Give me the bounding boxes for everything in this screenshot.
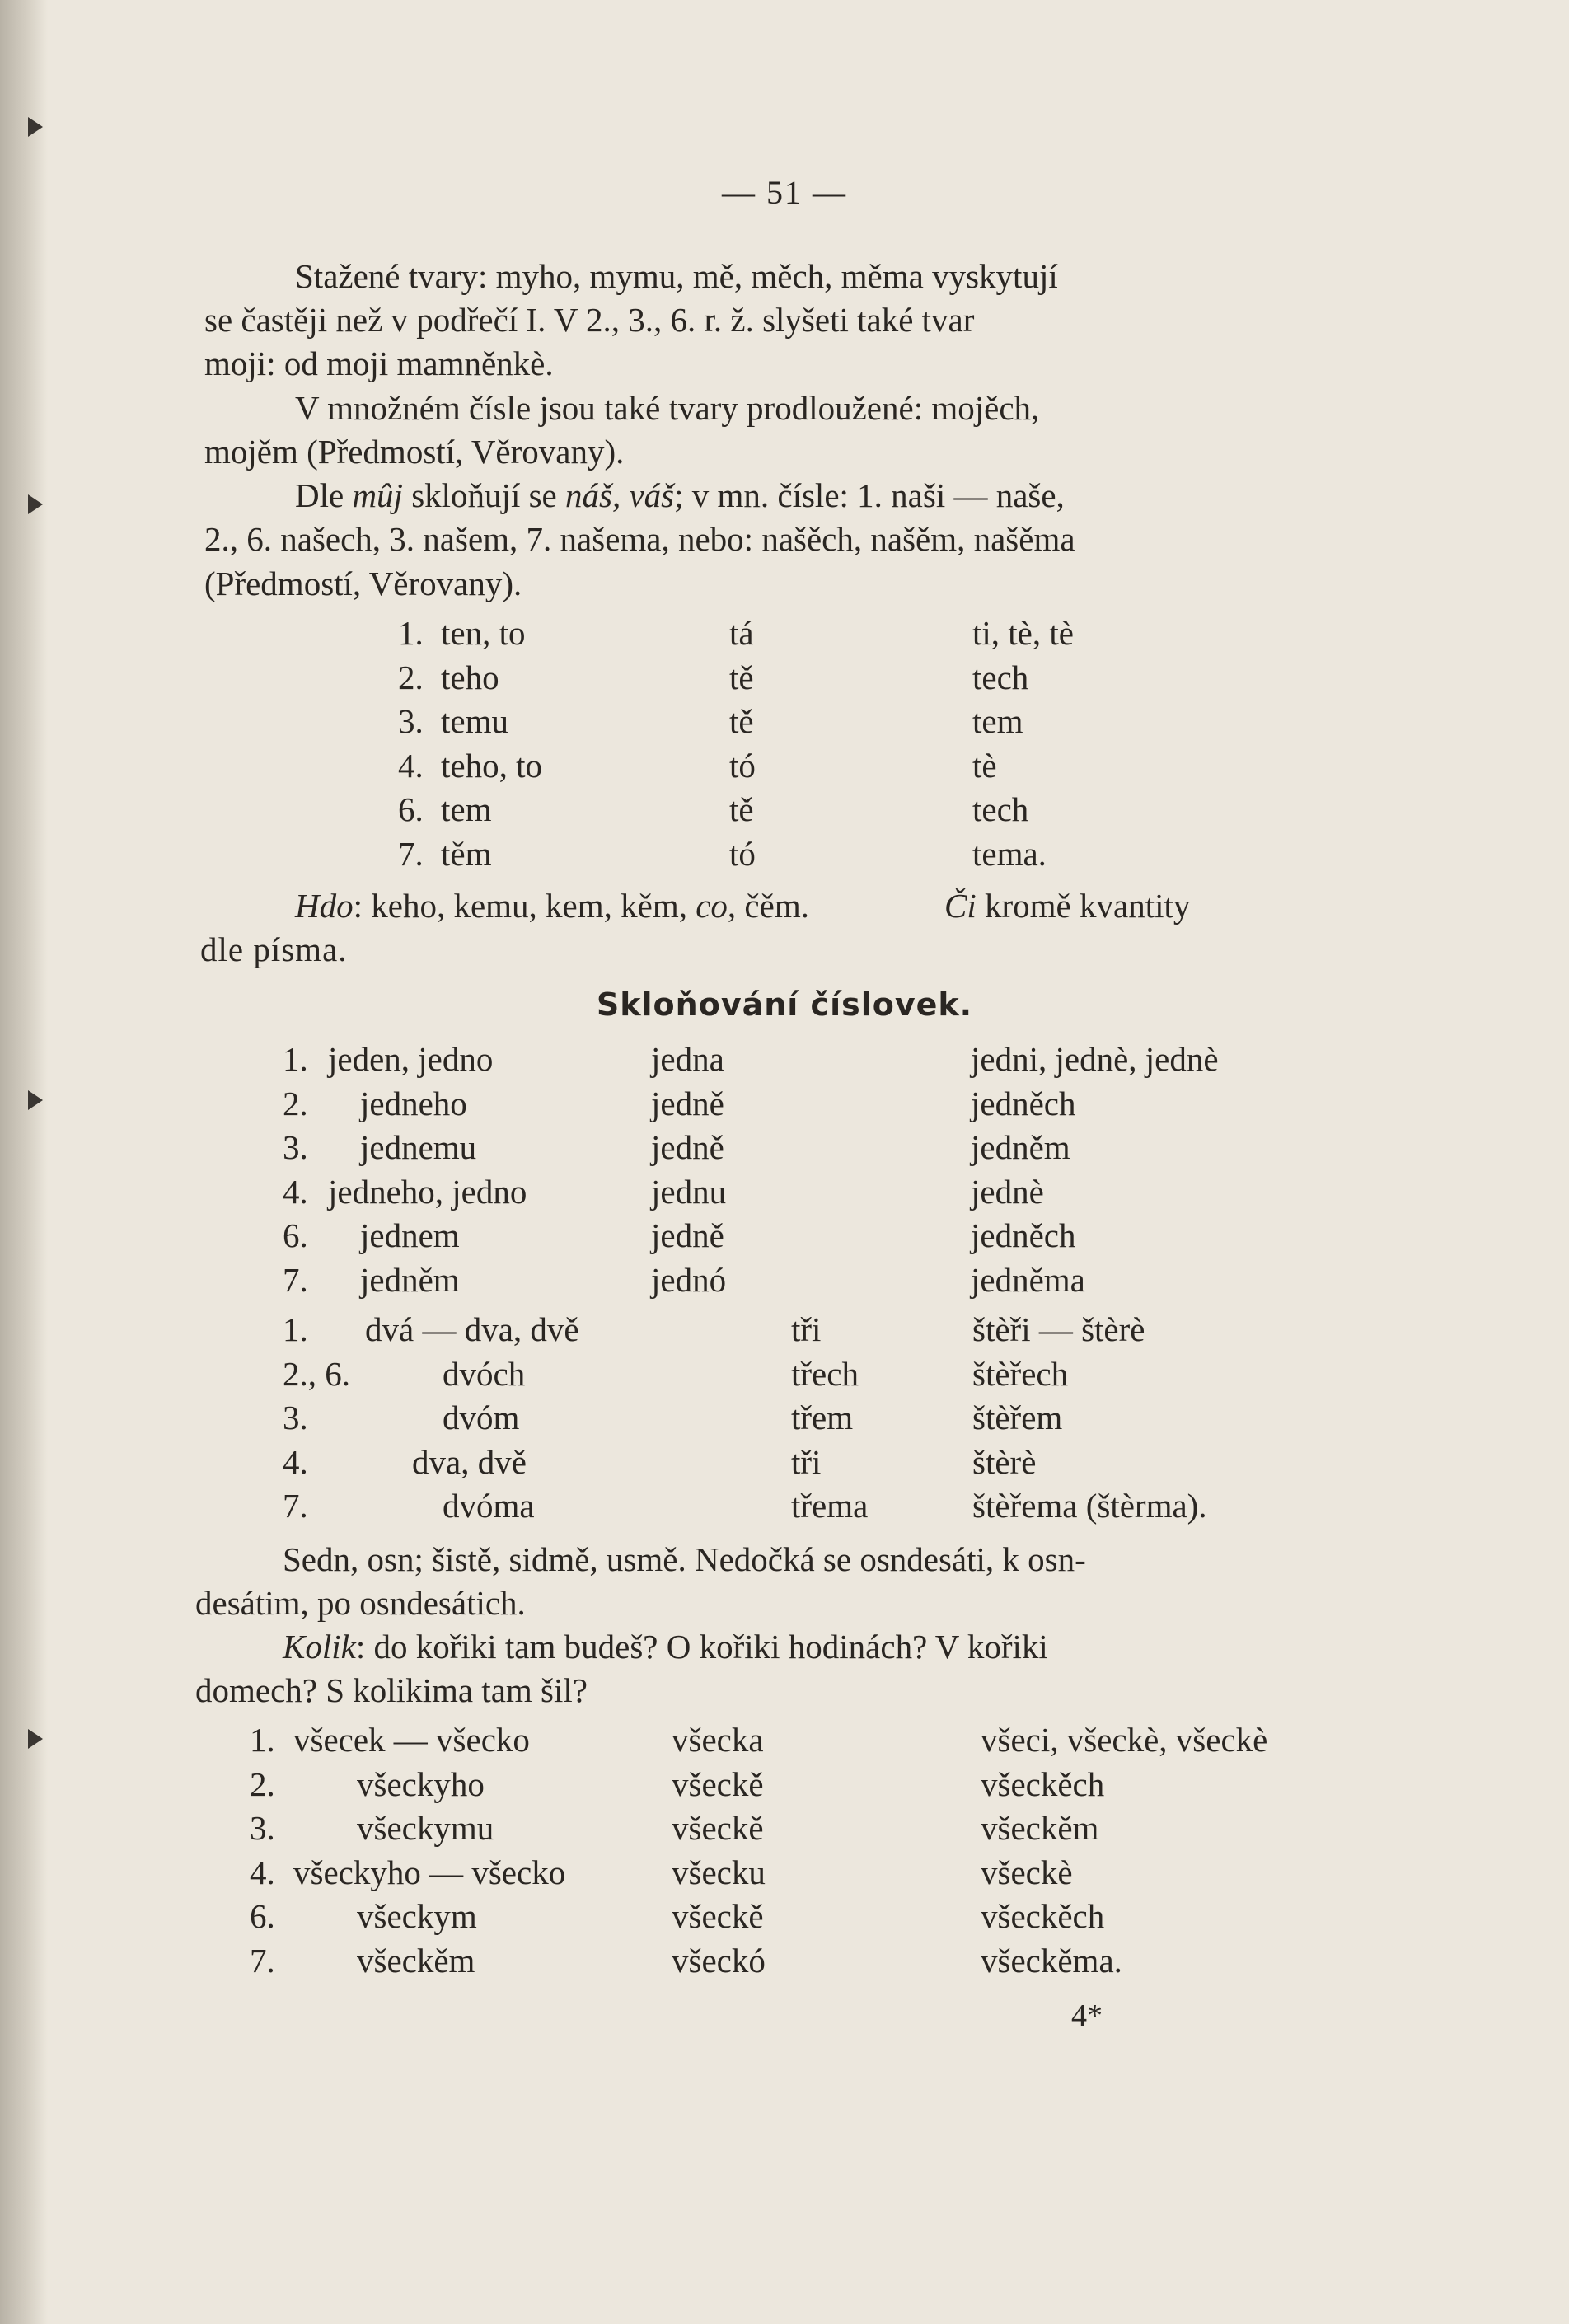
- table-cell-m: tem: [441, 790, 492, 828]
- paragraph-line: desátim, po osndesátich.: [195, 1584, 526, 1622]
- table-cell-num: 1.: [283, 1310, 308, 1348]
- table-cell-f: tá: [729, 614, 754, 652]
- table-cell-num: 4.: [283, 1442, 308, 1481]
- table-cell-pl: všeckè: [981, 1853, 1073, 1891]
- table-cell-b: třema: [791, 1487, 869, 1525]
- paragraph-line: Stažené tvary: myho, mymu, mě, měch, měma vyskytují: [295, 257, 1058, 295]
- margin-arrow-icon: [28, 494, 43, 514]
- table-cell-m: všecek — všecko: [293, 1721, 530, 1759]
- table-cell-pl: jedněma: [971, 1260, 1085, 1299]
- table-cell-pl: ti, tè, tè: [972, 614, 1074, 652]
- paragraph-line: Či kromě kvantity: [944, 887, 1191, 925]
- table-cell-num: 1.: [283, 1040, 308, 1078]
- margin-arrow-icon: [28, 117, 43, 137]
- table-cell-pl: všeckěm: [981, 1809, 1099, 1847]
- table-cell-num: 3.: [283, 1128, 308, 1166]
- table-cell-pl: jednè: [971, 1172, 1044, 1211]
- table-cell-a: dvóma: [443, 1487, 535, 1525]
- table-cell-num: 3.: [250, 1809, 275, 1847]
- table-cell-f: všecku: [672, 1853, 766, 1891]
- paragraph-line: Sedn, osn; šistě, sidmě, usmě. Nedočká se osndesáti, k osn-: [283, 1540, 1086, 1578]
- table-cell-num: 2.: [283, 1084, 308, 1122]
- table-cell-pl: jedni, jednè, jednè: [971, 1040, 1219, 1078]
- table-cell-f: jedna: [651, 1040, 724, 1078]
- table-cell-f: všeckě: [672, 1764, 764, 1803]
- table-cell-m: teho: [441, 658, 499, 696]
- table-cell-m: všeckym: [357, 1897, 477, 1935]
- table-cell-c: štèři — štèrè: [972, 1310, 1145, 1348]
- table-cell-pl: všeci, všeckè, všeckè: [981, 1721, 1268, 1759]
- paragraph-line: V množném čísle jsou také tvary prodloužené: mojěch,: [295, 389, 1040, 427]
- section-heading: Skloňování číslovek.: [596, 986, 973, 1023]
- table-cell-f: všeckě: [672, 1809, 764, 1847]
- table-cell-b: tři: [791, 1310, 822, 1348]
- table-cell-pl: všeckěma.: [981, 1941, 1122, 1980]
- table-cell-m: jedneho, jedno: [328, 1172, 527, 1211]
- table-cell-m: všeckěm: [357, 1941, 475, 1980]
- table-cell-f: jedně: [651, 1216, 724, 1254]
- table-cell-c: štèřem: [972, 1399, 1063, 1436]
- table-cell-m: všeckyho: [357, 1764, 485, 1803]
- table-cell-pl: tem: [972, 702, 1023, 740]
- table-cell-f: jedně: [651, 1128, 724, 1166]
- table-cell-num: 1.: [398, 614, 424, 652]
- paragraph-line: moji: od moji mamněnkè.: [204, 344, 554, 382]
- table-cell-num: 1.: [250, 1721, 275, 1759]
- table-cell-pl: tech: [972, 790, 1029, 828]
- table-cell-num: 4.: [250, 1853, 275, 1891]
- table-cell-f: jednó: [651, 1260, 727, 1299]
- paragraph-line: mojěm (Předmostí, Věrovany).: [204, 433, 625, 471]
- table-cell-m: jednemu: [360, 1128, 477, 1166]
- table-cell-num: 6.: [283, 1216, 308, 1254]
- table-cell-a: dvóch: [443, 1354, 526, 1393]
- table-cell-c: štèřech: [972, 1354, 1069, 1393]
- signature-mark: 4*: [1071, 1998, 1103, 2033]
- table-cell-f: tó: [729, 834, 756, 873]
- table-cell-f: tě: [729, 790, 754, 828]
- table-cell-f: všecka: [672, 1721, 764, 1759]
- table-cell-f: tó: [729, 746, 756, 785]
- table-cell-b: třem: [791, 1399, 854, 1436]
- paragraph-line: Kolik: do kořiki tam budeš? O kořiki hodinách? V kořiki: [283, 1628, 1048, 1666]
- table-cell-pl: jedněch: [971, 1216, 1076, 1254]
- table-cell-f: jedně: [651, 1084, 724, 1122]
- table-cell-num: 3.: [398, 702, 424, 740]
- table-cell-pl: jedněm: [971, 1128, 1070, 1166]
- table-cell-num: 7.: [283, 1487, 308, 1525]
- table-cell-c: štèrè: [972, 1442, 1037, 1481]
- table-cell-m: těm: [441, 834, 492, 873]
- paragraph-line: (Předmostí, Věrovany).: [204, 565, 522, 602]
- table-cell-a: dvóm: [443, 1399, 520, 1436]
- table-cell-f: tě: [729, 702, 754, 740]
- table-cell-c: štèřema (štèrma).: [972, 1487, 1207, 1525]
- table-cell-a: dva, dvě: [412, 1442, 527, 1481]
- table-cell-b: tři: [791, 1442, 822, 1481]
- paragraph-line: Dle mûj skloňují se náš, váš; v mn. čísle: 1. naši — naše,: [295, 476, 1065, 514]
- margin-arrow-icon: [28, 1090, 43, 1110]
- table-cell-b: třech: [791, 1354, 859, 1393]
- page-binding: [0, 0, 48, 2324]
- table-cell-m: temu: [441, 702, 508, 740]
- table-cell-m: všeckyho — všecko: [293, 1853, 566, 1891]
- table-cell-m: všeckymu: [357, 1809, 494, 1847]
- table-cell-f: všeckě: [672, 1897, 764, 1935]
- table-cell-num: 2.: [250, 1764, 275, 1803]
- table-cell-f: tě: [729, 658, 754, 696]
- table-cell-num: 6.: [250, 1897, 275, 1935]
- table-cell-m: jedneho: [360, 1084, 467, 1122]
- margin-arrow-icon: [28, 1729, 43, 1749]
- table-cell-m: jednem: [360, 1216, 460, 1254]
- table-cell-num: 2.: [398, 658, 424, 696]
- paragraph-line: 2., 6. našech, 3. našem, 7. našema, nebo: našěch, našěm, našěma: [204, 520, 1075, 558]
- table-cell-pl: tè: [972, 746, 997, 785]
- paragraph-line: dle písma.: [200, 930, 348, 968]
- table-cell-num: 2., 6.: [283, 1354, 350, 1393]
- table-cell-pl: všeckěch: [981, 1764, 1105, 1803]
- table-cell-num: 4.: [398, 746, 424, 785]
- table-cell-num: 4.: [283, 1172, 308, 1211]
- table-cell-f: jednu: [651, 1172, 727, 1211]
- table-cell-pl: všeckěch: [981, 1897, 1105, 1935]
- table-cell-m: jedněm: [360, 1260, 460, 1299]
- table-cell-m: ten, to: [441, 614, 526, 652]
- table-cell-num: 6.: [398, 790, 424, 828]
- table-cell-pl: tech: [972, 658, 1029, 696]
- table-cell-m: jeden, jedno: [328, 1040, 494, 1078]
- paragraph-line: Hdo: keho, kemu, kem, kěm, co, čěm.: [295, 887, 809, 925]
- table-cell-num: 7.: [283, 1260, 308, 1299]
- page-number: — 51 —: [722, 174, 847, 211]
- table-cell-a: dvá — dva, dvě: [365, 1310, 579, 1348]
- table-cell-pl: tema.: [972, 834, 1047, 873]
- table-cell-num: 7.: [250, 1941, 275, 1980]
- paragraph-line: se častěji než v podřečí I. V 2., 3., 6. r. ž. slyšeti také tvar: [204, 301, 975, 339]
- table-cell-pl: jedněch: [971, 1084, 1076, 1122]
- table-cell-f: všeckó: [672, 1941, 766, 1980]
- table-cell-num: 7.: [398, 834, 424, 873]
- table-cell-num: 3.: [283, 1399, 308, 1436]
- paragraph-line: domech? S kolikima tam šil?: [195, 1671, 588, 1709]
- table-cell-m: teho, to: [441, 746, 542, 785]
